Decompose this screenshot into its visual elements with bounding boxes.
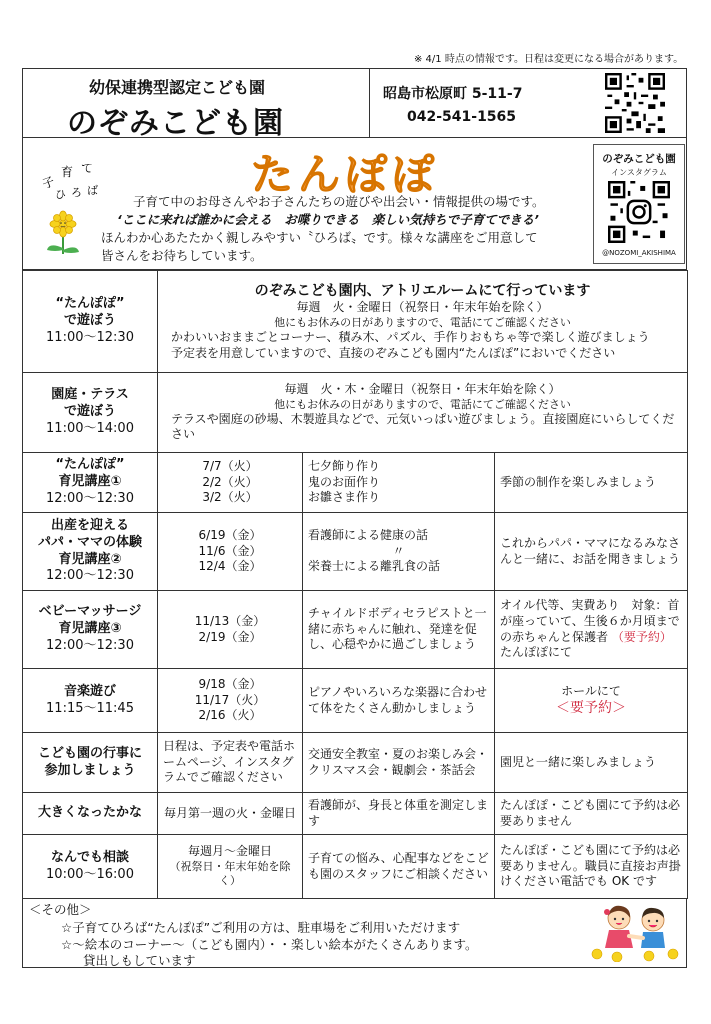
- row-label: [23, 591, 158, 669]
- notice-text: ※ 4/1 時点の情報です。日程は変更になる場合があります。: [414, 54, 684, 65]
- other-item-lending: 貸出しもしています: [83, 953, 196, 968]
- other-item-books: ☆～絵本のコーナー～（こども園内）・・楽しい絵本がたくさんあります。: [61, 937, 478, 952]
- reservation-badge: ＜要予約＞: [556, 700, 626, 717]
- date-item: 7/7（火）: [202, 459, 258, 474]
- date-item: 3/2（火）: [202, 490, 258, 505]
- other-box: [22, 898, 687, 968]
- remark-text: たんぽぽにて: [500, 645, 573, 660]
- row-time: 11:00～12:30: [46, 329, 134, 345]
- row-dates: 日程は、予定表や電話ホームページ、インスタグラムでご確認ください: [158, 733, 303, 793]
- row-topic: チャイルドボディセラピストと一緒に赤ちゃんに触れ、発達を促し、心穏やかに過ごしましょう: [303, 591, 495, 669]
- topic-item: 栄養士による離乳食の話: [308, 559, 441, 574]
- row-time: 12:00～12:30: [46, 490, 134, 506]
- row-label: [23, 373, 158, 453]
- table-row: [23, 733, 688, 793]
- instagram-qr-icon: [608, 181, 670, 243]
- row-topics: [303, 513, 495, 591]
- row-time: 11:15～11:45: [46, 700, 134, 716]
- table-row: [23, 271, 688, 373]
- row-label: [23, 793, 158, 835]
- row-topic: ピアノやいろいろな楽器に合わせて体をたくさん動かしましょう: [303, 669, 495, 733]
- row-label: [23, 513, 158, 591]
- row-title: なんでも相談: [50, 849, 129, 865]
- row-remark: たんぽぽ・こども園にて予約は必要ありません: [495, 793, 688, 835]
- date-item: 11/6（金）: [198, 543, 262, 558]
- row-dates: [158, 669, 303, 733]
- row-label: [23, 733, 158, 793]
- instagram-subtitle: インスタグラム: [611, 168, 667, 177]
- row-dates: [158, 513, 303, 591]
- row-label: [23, 835, 158, 899]
- row-label: [23, 271, 158, 373]
- row-dates: [158, 453, 303, 513]
- date-item: 6/19（金）: [198, 528, 262, 543]
- children-illustration-icon: [589, 902, 684, 962]
- svg-text:ひ: ひ: [55, 188, 66, 201]
- row-content: [158, 271, 688, 373]
- row-dates: 毎月第一週の火・金曜日: [158, 793, 303, 835]
- instagram-box: [593, 144, 685, 264]
- row-topic: 看護師が、身長と体重を測定します: [303, 793, 495, 835]
- row-time: 12:00～12:30: [46, 637, 134, 653]
- row-desc: テラスや園庭の砂場、木製遊具などで、元気いっぱい遊びましょう。直接園庭にいらしてください: [171, 411, 675, 442]
- svg-text:育: 育: [61, 165, 74, 179]
- row-title: 大きくなったかな: [37, 805, 142, 821]
- topic-item: お雛さま作り: [308, 490, 381, 505]
- table-row: [23, 669, 688, 733]
- row-remark: たんぽぽ・こども園にて予約は必要ありません。職員に直接お声掛けください電話でも OK です: [495, 835, 688, 899]
- other-heading: ＜その他＞: [29, 902, 92, 917]
- topic-item: 七夕飾り作り: [308, 459, 381, 474]
- row-title: 出産を迎える パパ・ママの体験 育児講座②: [37, 517, 142, 567]
- table-row: [23, 453, 688, 513]
- phone: 042-541-1565: [407, 109, 517, 125]
- header-box: [22, 68, 687, 141]
- svg-text:て: て: [81, 164, 94, 175]
- table-row: [23, 835, 688, 899]
- row-topic: 交通安全教室・夏のお楽しみ会・クリスマス会・観劇会・茶話会: [303, 733, 495, 793]
- intro-line-2: ‘ここに来れば誰かに会える お喋りできる 楽しい気持ちで子育てできる’: [117, 212, 539, 227]
- row-remark: [495, 669, 688, 733]
- row-content: [158, 373, 688, 453]
- row-topics: [303, 453, 495, 513]
- org-type: 幼保連携型認定こども園: [89, 78, 266, 97]
- intro-box: [22, 138, 687, 270]
- row-remark: 園児と一緒に楽しみましょう: [495, 733, 688, 793]
- row-title: こども園の行事に 参加しましょう: [37, 745, 142, 778]
- instagram-handle: @NOZOMI_AKISHIMA: [602, 249, 676, 257]
- row-lead: のぞみこども園内、アトリエルームにて行っています: [254, 282, 591, 299]
- date-item: 2/16（火）: [198, 708, 262, 723]
- remark-text: オイル代等、実費あり 対象：首が座っていて、生後６か月頃までの赤ちゃんと保護者: [500, 598, 680, 644]
- row-title: 音楽遊び: [63, 683, 116, 699]
- row-remark: 季節の制作を楽しみましょう: [495, 453, 688, 513]
- other-item-parking: ☆子育てひろば“たんぽぽ”ご利用の方は、駐車場をご利用いただけます: [61, 920, 461, 935]
- row-dates: [158, 835, 303, 899]
- date-item: 2/19（金）: [198, 629, 262, 644]
- date-item: 11/13（金）: [194, 613, 266, 628]
- date-item: 2/2（火）: [202, 474, 258, 489]
- row-dates: [158, 591, 303, 669]
- topic-item: 鬼のお面作り: [308, 474, 381, 489]
- row-time: 10:00～16:00: [46, 866, 134, 882]
- row-days: 毎週 火・金曜日（祝祭日・年末年始を除く）: [296, 300, 549, 315]
- table-row: [23, 513, 688, 591]
- row-topic: 子育ての悩み、心配事などをこども園のスタッフにご相談ください: [303, 835, 495, 899]
- svg-text:子: 子: [41, 174, 57, 192]
- row-time: 12:00～12:30: [46, 568, 134, 584]
- row-remark: これからパパ・ママになるみなさんと一緒に、お話を聞きましょう: [495, 513, 688, 591]
- intro-line-4: 皆さんをお待ちしています。: [101, 248, 263, 263]
- table-row: [23, 373, 688, 453]
- instagram-title: のぞみこども園: [602, 153, 676, 165]
- reservation-badge: （要予約）: [611, 629, 672, 644]
- row-title: “たんぽぽ” 育児講座①: [55, 457, 125, 490]
- row-days: 毎週 火・木・金曜日（祝祭日・年末年始を除く）: [284, 381, 561, 396]
- header-name-cell: [23, 69, 370, 141]
- date-note: （祝祭日・年末年始を除く）: [169, 860, 291, 888]
- topic-item: 看護師による健康の話: [308, 528, 429, 543]
- org-name: のぞみこども園: [67, 106, 284, 141]
- schedule-table: [22, 270, 688, 899]
- intro-line-3: ほんわか心あたたかく親しみやすい〝ひろば〟です。様々な講座をご用意して: [101, 230, 538, 245]
- row-note: 他にもお休みの日がありますので、電話にてご確認ください: [274, 397, 571, 411]
- row-desc-1: かわいいおままごとコーナー、積み木、パズル、手作りおもちゃ等で楽しく遊びましょう: [171, 329, 650, 344]
- row-title: 園庭・テラス で遊ぼう: [51, 387, 129, 420]
- row-desc-2: 予定表を用意していますので、直接のぞみこども園内“たんぽぽ”においでください: [171, 345, 616, 360]
- topic-item: 〃: [392, 543, 405, 558]
- tanpopo-title: たんぽぽ: [251, 150, 440, 199]
- svg-text:ば: ば: [87, 184, 98, 197]
- row-title: “たんぽぽ” で遊ぼう: [55, 296, 125, 329]
- row-remark: [495, 591, 688, 669]
- intro-line-1: 子育て中のお母さんやお子さんたちの遊びや出会い・情報提供の場です。: [133, 194, 545, 209]
- table-row: [23, 591, 688, 669]
- date-item: 9/18（金）: [198, 677, 262, 692]
- date-item: 11/17（火）: [194, 692, 266, 707]
- date-item: 12/4（金）: [198, 559, 262, 574]
- table-row: [23, 793, 688, 835]
- address: 昭島市松原町 5-11-7: [383, 86, 523, 102]
- row-label: [23, 669, 158, 733]
- qr-code-icon: [605, 73, 665, 133]
- row-label: [23, 453, 158, 513]
- row-note: 他にもお休みの日がありますので、電話にてご確認ください: [274, 315, 571, 329]
- remark-text: ホールにて: [561, 683, 621, 698]
- row-time: 11:00～14:00: [46, 420, 134, 436]
- svg-text:ろ: ろ: [71, 186, 82, 199]
- date-item: 毎週月～金曜日: [187, 844, 272, 859]
- row-title: ベビーマッサージ 育児講座③: [38, 604, 142, 637]
